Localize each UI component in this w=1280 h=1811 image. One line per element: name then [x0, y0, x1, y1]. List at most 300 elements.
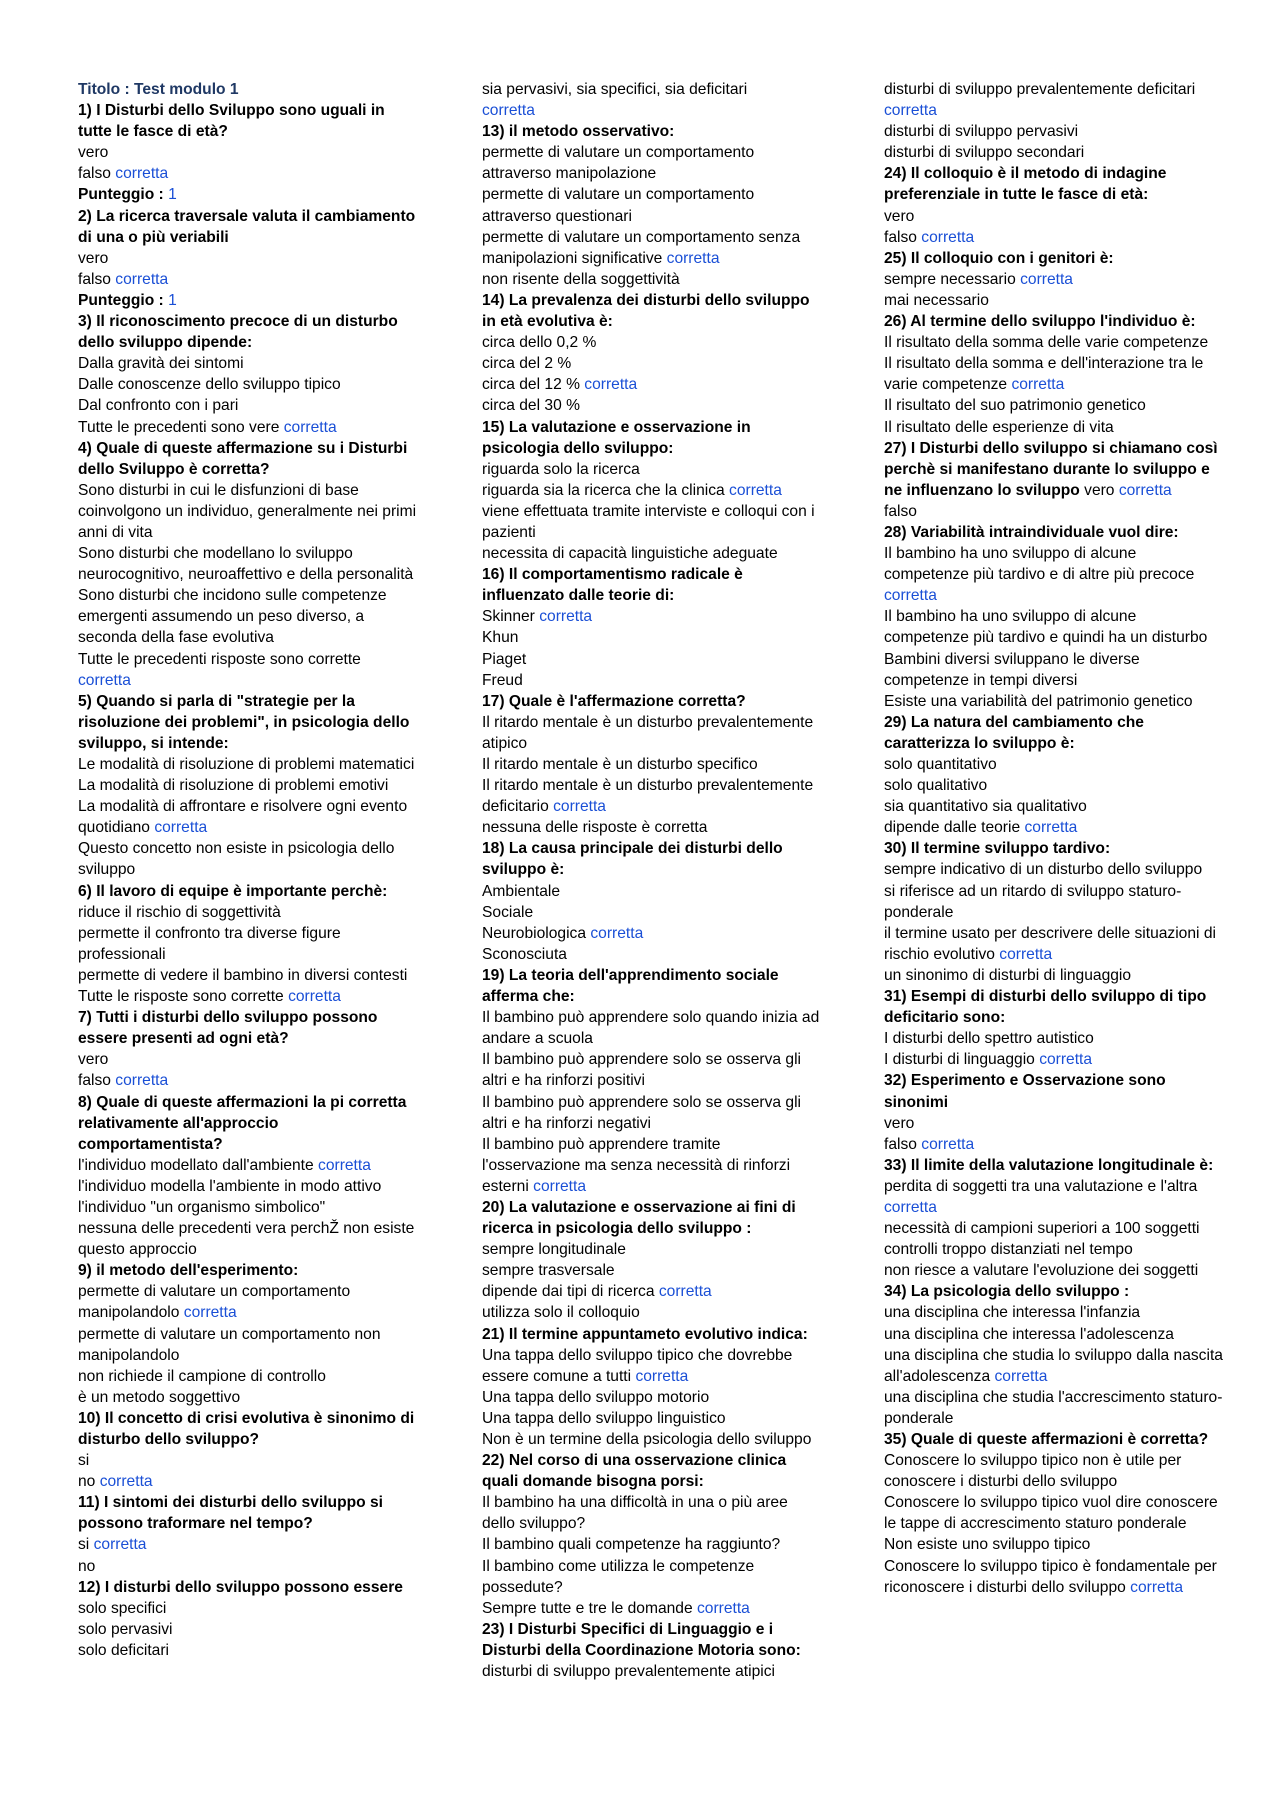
option-text: Freud — [482, 671, 523, 689]
option-text: è un metodo soggettivo — [78, 1388, 241, 1406]
option-text: Il risultato della somma e dell'interazione tra le varie competenze — [884, 355, 1204, 394]
answer-option — [482, 374, 822, 395]
option-text: non richiede il campione di controllo — [78, 1367, 326, 1385]
answer-option — [482, 1302, 822, 1323]
option-text: riduce il rischio di soggettività — [78, 903, 281, 921]
answer-option — [884, 290, 1224, 311]
answer-option — [884, 1134, 1224, 1155]
question-text: 8) Quale di queste affermazioni la pi corretta relativamente all'approccio comportamentista? — [78, 1093, 407, 1153]
option-text: sempre indicativo di un disturbo dello sviluppo — [884, 861, 1203, 879]
answer-option — [884, 332, 1224, 353]
option-text: nessuna delle risposte è corretta — [482, 819, 708, 837]
question — [78, 100, 418, 142]
option-text: sempre longitudinale — [482, 1241, 626, 1259]
option-text: Il bambino può apprendere solo se osserva gli altri e ha rinforzi negativi — [482, 1093, 802, 1132]
answer-option — [78, 1556, 418, 1577]
question — [482, 564, 822, 606]
answer-option — [884, 1450, 1224, 1492]
option-text: Neurobiologica — [482, 924, 587, 942]
answer-option — [78, 1471, 418, 1492]
option-text: solo qualitativo — [884, 777, 988, 795]
option-text: falso — [78, 1072, 111, 1090]
option-text: falso — [884, 502, 917, 520]
option-text: Il bambino ha una difficoltà in una o più aree dello sviluppo? — [482, 1494, 788, 1533]
question-text: 23) I Disturbi Specifici di Linguaggio e i Disturbi della Coordinazione Motoria sono: — [482, 1620, 801, 1659]
question-text: 28) Variabilità intraindividuale vuol dire: — [884, 523, 1179, 541]
score-value: 1 — [168, 291, 177, 309]
option-text: sempre trasversale — [482, 1262, 615, 1280]
correct-marker: corretta — [553, 798, 606, 816]
option-text: Non è un termine della psicologia dello sviluppo — [482, 1431, 812, 1448]
correct-marker: corretta — [590, 924, 644, 942]
answer-option — [884, 227, 1224, 248]
option-text: controlli troppo distanziati nel tempo — [884, 1241, 1133, 1259]
answer-option — [78, 1155, 418, 1176]
option-text: Bambini diversi sviluppano le diverse competenze in tempi diversi — [884, 650, 1140, 689]
answer-option — [78, 902, 418, 923]
question-text: 15) La valutazione e osservazione in psicologia dello sviluppo: — [482, 418, 751, 457]
option-text: viene effettuata tramite interviste e colloqui con i pazienti — [482, 502, 815, 541]
answer-option — [78, 163, 418, 184]
answer-option — [884, 395, 1224, 416]
question — [78, 311, 418, 353]
correct-marker: corretta — [115, 165, 169, 183]
question — [884, 438, 1224, 501]
answer-option — [482, 184, 822, 226]
answer-option — [78, 1640, 418, 1661]
answer-option — [884, 1049, 1224, 1070]
correct-marker: corretta — [1039, 1051, 1093, 1069]
option-text: permette di valutare un comportamento non manipolandolo — [78, 1325, 381, 1364]
answer-option — [78, 1366, 418, 1387]
option-text: sia quantitativo sia qualitativo — [884, 798, 1087, 816]
option-text: Il bambino ha uno sviluppo di alcune competenze più tardivo e quindi ha un disturbo — [884, 608, 1208, 647]
option-text: un sinonimo di disturbi di linguaggio — [884, 966, 1132, 984]
correct-marker: corretta — [584, 376, 638, 394]
question-text: 32) Esperimento e Osservazione sono sinonimi — [884, 1072, 1166, 1111]
answer-option — [78, 543, 418, 585]
score-value: 1 — [168, 186, 177, 204]
answer-option — [884, 1324, 1224, 1345]
option-text: l'individuo modellato dall'ambiente — [78, 1156, 314, 1174]
option-text: l'individuo "un organismo simbolico" — [78, 1198, 326, 1216]
question — [78, 691, 418, 754]
question — [884, 986, 1224, 1028]
answer-option — [78, 480, 418, 543]
option-text: Il bambino può apprendere tramite l'osservazione ma senza necessità di rinforzi esterni — [482, 1135, 791, 1195]
option-text: l'individuo modella l'ambiente in modo attivo — [78, 1177, 382, 1195]
option-text: Il ritardo mentale è un disturbo specifico — [482, 756, 758, 773]
answer-option — [482, 1049, 822, 1091]
score-label: Punteggio : — [78, 186, 164, 204]
answer-option — [482, 395, 822, 416]
correct-marker: corretta — [78, 671, 131, 689]
option-text: Sono disturbi che modellano lo sviluppo neurocognitivo, neuroaffettivo e della personalità — [78, 545, 414, 584]
option-text: Una tappa dello sviluppo linguistico — [482, 1409, 726, 1427]
option-text: Tutte le risposte sono corrette — [78, 988, 284, 1006]
question-text: 4) Quale di queste affermazione su i Disturbi dello Sviluppo è corretta? — [78, 439, 408, 478]
option-text: Questo concetto non esiste in psicologia dello sviluppo — [78, 840, 395, 879]
question-text: 18) La causa principale dei disturbi dello sviluppo è: — [482, 840, 783, 879]
option-text: I disturbi di linguaggio — [884, 1051, 1035, 1069]
question-text: 13) il metodo osservativo: — [482, 123, 675, 141]
option-text: permette di valutare un comportamento attraverso manipolazione — [482, 144, 755, 183]
answer-option — [78, 1324, 418, 1366]
answer-option — [884, 923, 1224, 965]
option-text: solo quantitativo — [884, 756, 997, 773]
answer-option — [482, 543, 822, 564]
option-text: Tutte le precedenti sono vere — [78, 418, 280, 436]
option-text: permette il confronto tra diverse figure professionali — [78, 924, 341, 963]
correct-marker: corretta — [999, 945, 1053, 963]
answer-option — [884, 606, 1224, 648]
question-text: 29) La natura del cambiamento che caratterizza lo sviluppo è: — [884, 713, 1144, 752]
answer-option — [482, 332, 822, 353]
answer-option — [482, 269, 822, 290]
answer-option — [884, 501, 1224, 522]
answer-option — [482, 1134, 822, 1197]
option-text: il termine usato per descrivere delle situazioni di rischio evolutivo — [884, 924, 1216, 963]
option-text: Il bambino può apprendere solo quando inizia ad andare a scuola — [482, 1009, 820, 1048]
answer-option — [78, 248, 418, 269]
question — [482, 838, 822, 880]
option-text: permette di valutare un comportamento attraverso questionari — [482, 186, 755, 225]
answer-option — [78, 1534, 418, 1555]
answer-option — [78, 775, 418, 796]
question — [482, 1450, 822, 1492]
answer-option — [884, 206, 1224, 227]
option-text: I disturbi dello spettro autistico — [884, 1030, 1094, 1048]
answer-option — [78, 1598, 418, 1619]
answer-option — [78, 395, 418, 416]
option-text: una disciplina che interessa l'adolescenza — [884, 1325, 1174, 1343]
option-text: riguarda sia la ricerca che la clinica — [482, 481, 725, 499]
answer-option — [884, 1218, 1224, 1239]
question — [482, 121, 822, 142]
option-text: La modalità di affrontare e risolvere ogni evento quotidiano — [78, 798, 408, 837]
option-text: una disciplina che interessa l'infanzia — [884, 1304, 1141, 1322]
column-2 — [482, 79, 822, 1682]
correct-marker: corretta — [93, 1536, 147, 1554]
question — [482, 1324, 822, 1345]
column-3 — [884, 79, 1224, 1598]
answer-option — [884, 100, 1224, 121]
question — [884, 838, 1224, 859]
question — [78, 206, 418, 248]
question — [884, 311, 1224, 332]
option-text: vero — [78, 1051, 109, 1069]
answer-option — [884, 775, 1224, 796]
option-text: Una tappa dello sviluppo tipico che dovrebbe essere comune a tutti — [482, 1346, 793, 1385]
answer-option — [884, 965, 1224, 986]
question — [482, 1619, 822, 1661]
option-text: dipende dalle teorie — [884, 819, 1021, 837]
answer-option — [482, 712, 822, 754]
option-text: vero — [78, 144, 109, 162]
answer-option — [884, 691, 1224, 712]
option-text: solo deficitari — [78, 1641, 170, 1659]
question-text: 24) Il colloquio è il metodo di indagine preferenziale in tutte le fasce di età: — [884, 165, 1167, 204]
answer-option — [884, 543, 1224, 606]
option-text: utilizza solo il colloquio — [482, 1304, 640, 1322]
option-text: Piaget — [482, 650, 527, 668]
score-line — [78, 184, 418, 205]
option-text: Non esiste uno sviluppo tipico — [884, 1536, 1091, 1554]
correct-marker: corretta — [1011, 376, 1065, 394]
correct-marker: corretta — [921, 1135, 975, 1153]
correct-marker: corretta — [283, 418, 337, 436]
answer-option — [78, 1070, 418, 1091]
answer-option — [884, 1239, 1224, 1260]
option-text: Il risultato del suo patrimonio genetico — [884, 397, 1146, 415]
answer-option — [78, 353, 418, 374]
quiz-document — [78, 79, 1223, 1759]
option-text: La modalità di risoluzione di problemi emotivi — [78, 777, 389, 795]
question-text: 30) Il termine sviluppo tardivo: — [884, 840, 1111, 858]
answer-option — [482, 1661, 822, 1682]
option-text: falso — [884, 1135, 917, 1153]
option-text: non risente della soggettività — [482, 270, 680, 288]
option-text: no — [78, 1557, 96, 1575]
answer-option — [482, 1556, 822, 1598]
answer-option — [884, 1387, 1224, 1429]
option-text: circa del 30 % — [482, 397, 580, 415]
correct-marker: corretta — [154, 819, 208, 837]
option-text: Ambientale — [482, 882, 561, 900]
option-text: circa dello 0,2 % — [482, 334, 597, 352]
question-text: 22) Nel corso di una osservazione clinica quali domande bisogna porsi: — [482, 1452, 787, 1491]
answer-option — [884, 1556, 1224, 1598]
question-text: 31) Esempi di disturbi dello sviluppo di tipo deficitario sono: — [884, 988, 1207, 1027]
option-text: nessuna delle precedenti vera perchŽ non esiste questo approccio — [78, 1220, 415, 1259]
answer-option — [884, 1028, 1224, 1049]
correct-marker: corretta — [658, 1283, 712, 1301]
option-text: Tutte le precedenti risposte sono corrette — [78, 650, 361, 668]
question — [482, 965, 822, 1007]
option-text: Il bambino ha uno sviluppo di alcune competenze più tardivo e di altre più precoce — [884, 545, 1195, 584]
question — [482, 290, 822, 332]
answer-option — [884, 417, 1224, 438]
correct-marker: corretta — [1118, 481, 1172, 499]
option-text: Sono disturbi che incidono sulle competenze emergenti assumendo un peso diverso, a seconda della fase evolutiva — [78, 587, 387, 647]
correct-marker: corretta — [115, 1072, 169, 1090]
question — [884, 522, 1224, 543]
option-text: Dal confronto con i pari — [78, 397, 239, 415]
option-text: una disciplina che studia l'accrescimento staturo-ponderale — [884, 1388, 1223, 1427]
document-title: Titolo : Test modulo 1 — [78, 81, 239, 98]
answer-option — [78, 923, 418, 965]
option-text: perdita di soggetti tra una valutazione e l'altra — [884, 1177, 1198, 1195]
question — [482, 417, 822, 459]
answer-option — [482, 1387, 822, 1408]
option-text: falso — [78, 165, 111, 183]
correct-marker: corretta — [99, 1473, 153, 1491]
option-text: no — [78, 1473, 96, 1491]
answer-option — [78, 417, 418, 438]
question-text: 27) I Disturbi dello sviluppo si chiamano così perchè si manifestano durante lo sviluppo e ne influenzano lo sviluppo — [884, 439, 1218, 499]
option-text: Sociale — [482, 903, 534, 921]
answer-option — [482, 1408, 822, 1429]
score-line — [78, 290, 418, 311]
correct-marker: corretta — [533, 1177, 587, 1195]
answer-option — [482, 79, 822, 100]
option-text: necessità di campioni superiori a 100 soggetti — [884, 1220, 1200, 1238]
option-text: si riferisce ad un ritardo di sviluppo staturo-ponderale — [884, 882, 1182, 921]
option-text: una disciplina che studia lo sviluppo dalla nascita all'adolescenza — [884, 1346, 1223, 1385]
question — [78, 438, 418, 480]
question — [884, 163, 1224, 205]
correct-marker: corretta — [482, 102, 535, 120]
correct-marker: corretta — [1024, 819, 1078, 837]
option-text: Dalla gravità dei sintomi — [78, 355, 244, 373]
option-text: non riesce a valutare l'evoluzione dei soggetti — [884, 1262, 1199, 1280]
answer-option — [78, 838, 418, 880]
option-text: solo specifici — [78, 1599, 167, 1617]
answer-option — [884, 1302, 1224, 1323]
option-text: Il ritardo mentale è un disturbo prevalentemente atipico — [482, 713, 814, 752]
answer-option — [482, 627, 822, 648]
option-text: Il risultato della somma delle varie competenze — [884, 334, 1209, 352]
correct-marker: corretta — [318, 1156, 371, 1174]
answer-option — [78, 585, 418, 648]
answer-option — [482, 100, 822, 121]
answer-option — [884, 881, 1224, 923]
option-text: Skinner — [482, 608, 535, 626]
option-text: disturbi di sviluppo prevalentemente deficitari — [884, 81, 1196, 98]
option-text: disturbi di sviluppo pervasivi — [884, 123, 1079, 141]
answer-option — [78, 1450, 418, 1471]
question-text: 5) Quando si parla di "strategie per la risoluzione dei problemi", in psicologia dello sviluppo, si intende: — [78, 692, 410, 752]
question-text: 35) Quale di queste affermazioni è corretta? — [884, 1431, 1209, 1448]
question — [884, 248, 1224, 269]
option-text: permette di valutare un comportamento manipolandolo — [78, 1283, 351, 1322]
question — [884, 1155, 1224, 1176]
answer-option — [482, 902, 822, 923]
answer-option — [884, 649, 1224, 691]
option-text: mai necessario — [884, 291, 989, 309]
question-text: 21) Il termine appuntameto evolutivo indica: — [482, 1325, 808, 1343]
correct-marker: corretta — [884, 587, 937, 605]
option-text: falso — [78, 270, 111, 288]
answer-option — [482, 459, 822, 480]
answer-option — [78, 1218, 418, 1260]
answer-option — [78, 1387, 418, 1408]
question — [78, 881, 418, 902]
option-text: vero — [1084, 481, 1115, 499]
correct-marker: corretta — [994, 1367, 1048, 1385]
answer-option — [884, 121, 1224, 142]
option-text: Sconosciuta — [482, 945, 567, 963]
answer-option — [482, 1281, 822, 1302]
question-text: 9) il metodo dell'esperimento: — [78, 1262, 299, 1280]
option-text: Sempre tutte e tre le domande — [482, 1599, 693, 1617]
option-text: riguarda solo la ricerca — [482, 460, 640, 478]
question-text: 3) Il riconoscimento precoce di un disturbo dello sviluppo dipende: — [78, 313, 398, 352]
question-text: 34) La psicologia dello sviluppo : — [884, 1283, 1130, 1301]
question — [884, 1070, 1224, 1112]
answer-option — [884, 1492, 1224, 1534]
correct-marker: corretta — [729, 481, 782, 499]
answer-option — [78, 374, 418, 395]
question — [884, 712, 1224, 754]
question-text: 26) Al termine dello sviluppo l'individuo è: — [884, 313, 1196, 331]
question-text: 10) Il concetto di crisi evolutiva è sinonimo di disturbo dello sviluppo? — [78, 1409, 415, 1448]
option-text: Dalle conoscenze dello sviluppo tipico — [78, 376, 341, 394]
question-text: 33) Il limite della valutazione longitudinale è: — [884, 1156, 1214, 1174]
answer-option — [482, 501, 822, 543]
answer-option — [482, 1007, 822, 1049]
answer-option — [482, 1492, 822, 1534]
answer-option — [884, 859, 1224, 880]
option-text: Conoscere lo sviluppo tipico vuol dire conoscere le tappe di accrescimento staturo ponderale — [884, 1494, 1218, 1533]
question — [884, 1281, 1224, 1302]
question — [78, 1408, 418, 1450]
answer-option — [884, 1345, 1224, 1387]
answer-option — [78, 142, 418, 163]
option-text: permette di vedere il bambino in diversi contesti — [78, 966, 408, 984]
option-text: circa del 2 % — [482, 355, 572, 373]
answer-option — [482, 227, 822, 269]
question — [884, 1429, 1224, 1450]
answer-option — [482, 881, 822, 902]
question — [78, 1092, 418, 1155]
question — [78, 1577, 418, 1598]
option-text: Khun — [482, 629, 519, 647]
answer-option — [482, 606, 822, 627]
answer-option — [884, 1534, 1224, 1555]
question-text: 20) La valutazione e osservazione ai fini di ricerca in psicologia dello sviluppo : — [482, 1198, 796, 1238]
answer-option — [884, 796, 1224, 817]
correct-marker: corretta — [183, 1304, 237, 1322]
answer-option — [482, 353, 822, 374]
correct-marker: corretta — [666, 249, 720, 267]
option-text: si — [78, 1536, 90, 1554]
answer-option — [482, 142, 822, 184]
question — [482, 1197, 822, 1239]
answer-option — [884, 142, 1224, 163]
option-text: Il bambino quali competenze ha raggiunto? — [482, 1536, 781, 1554]
question-text: 7) Tutti i disturbi dello sviluppo possono essere presenti ad ogni età? — [78, 1009, 378, 1048]
answer-option — [482, 480, 822, 501]
answer-option — [482, 1260, 822, 1281]
correct-marker: corretta — [1130, 1578, 1184, 1596]
question-text: 19) La teoria dell'apprendimento sociale afferma che: — [482, 966, 779, 1006]
option-text: Conoscere lo sviluppo tipico non è utile per conoscere i disturbi dello sviluppo — [884, 1452, 1182, 1491]
answer-option — [482, 1429, 822, 1450]
correct-marker: corretta — [288, 988, 341, 1006]
answer-option — [482, 1598, 822, 1619]
option-text: Il ritardo mentale è un disturbo prevalentemente deficitario — [482, 777, 814, 816]
option-text: dipende dai tipi di ricerca — [482, 1283, 655, 1301]
column-1 — [78, 79, 418, 1661]
option-text: vero — [884, 207, 915, 225]
answer-option — [78, 754, 418, 775]
answer-option — [78, 1197, 418, 1218]
option-text: disturbi di sviluppo prevalentemente atipici — [482, 1663, 775, 1681]
question — [78, 1492, 418, 1534]
option-text: disturbi di sviluppo secondari — [884, 144, 1085, 162]
answer-option — [482, 817, 822, 838]
question-text: 6) Il lavoro di equipe è importante perchè: — [78, 882, 388, 900]
answer-option — [482, 944, 822, 965]
answer-option — [482, 754, 822, 775]
answer-option — [78, 1049, 418, 1070]
question-text: 12) I disturbi dello sviluppo possono essere — [78, 1578, 403, 1596]
answer-option — [78, 1281, 418, 1323]
option-text: vero — [78, 249, 109, 267]
option-text: sempre necessario — [884, 270, 1016, 288]
option-text: permette di valutare un comportamento senza manipolazioni significative — [482, 228, 801, 267]
